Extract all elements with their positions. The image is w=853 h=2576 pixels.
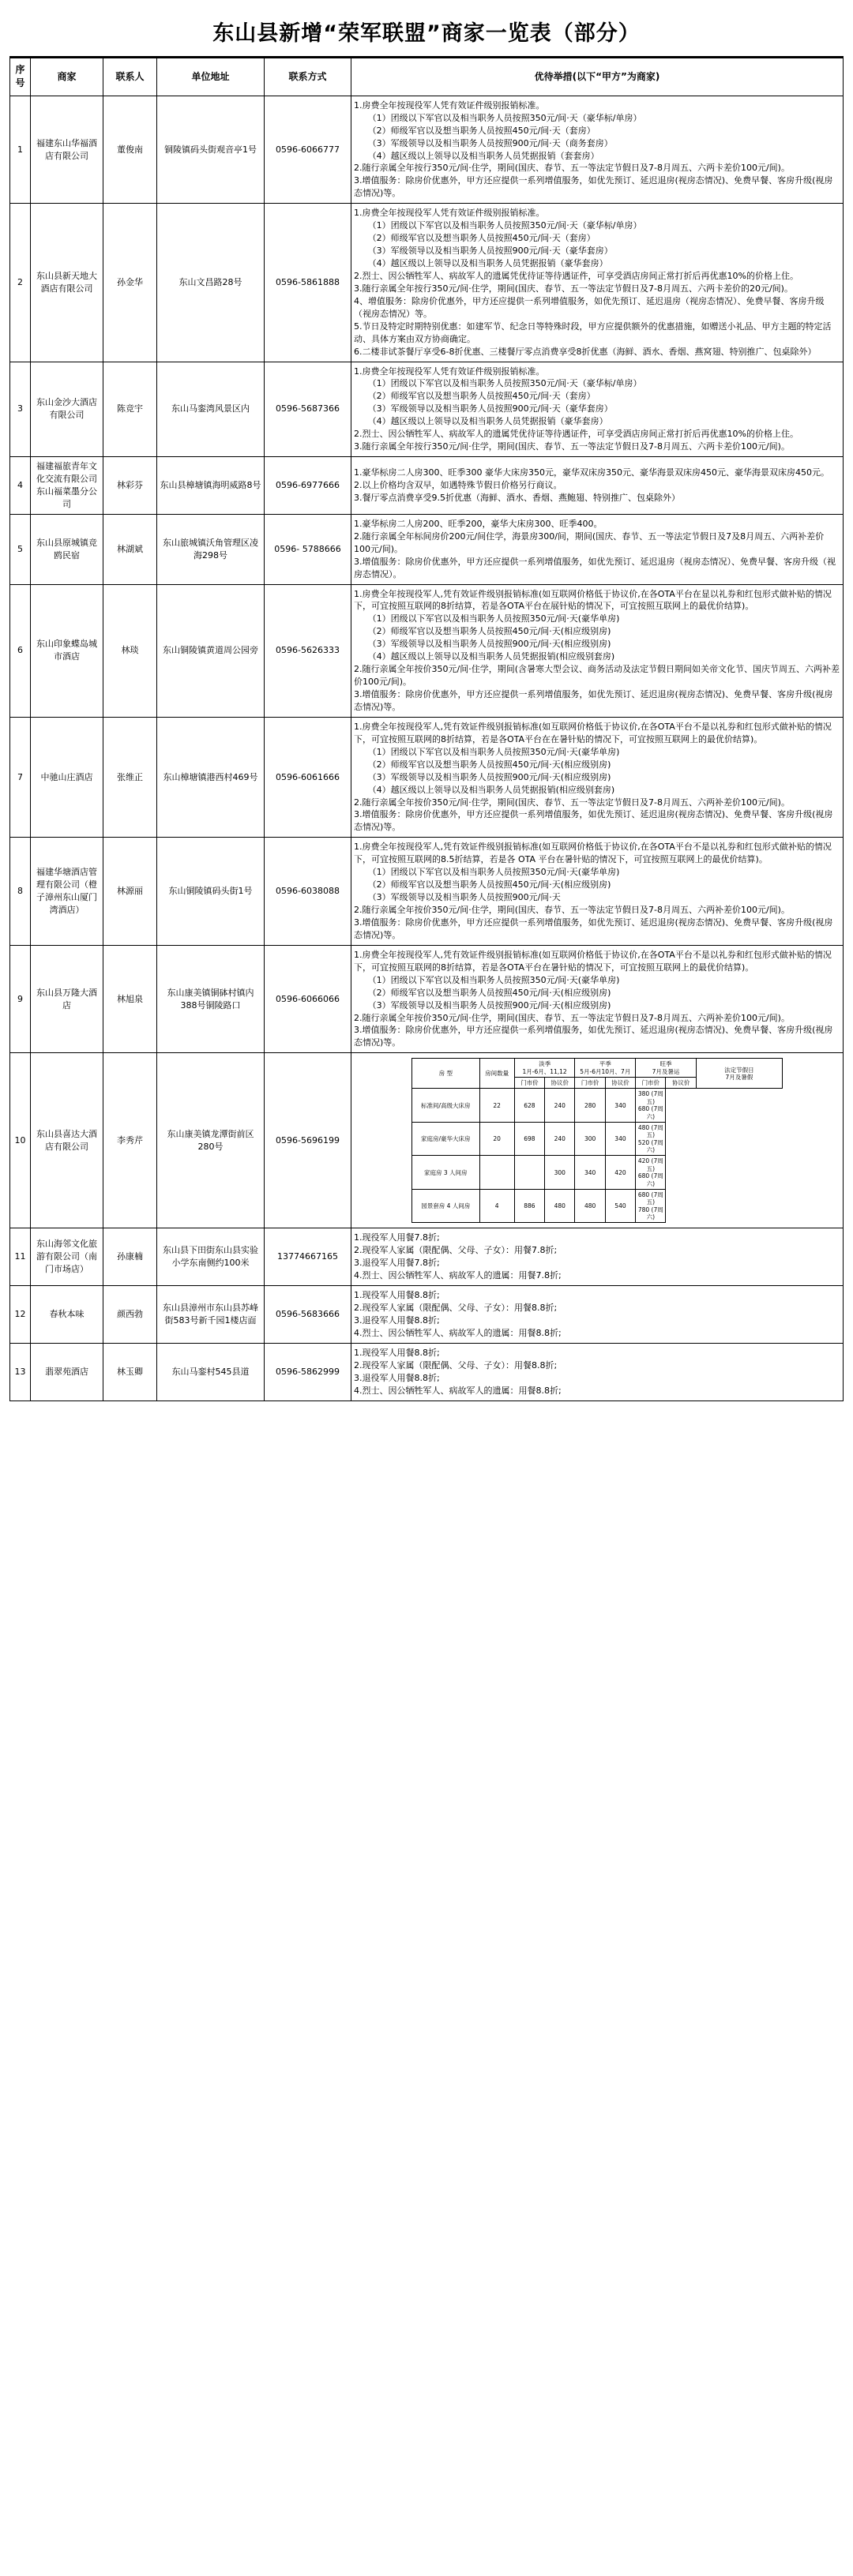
policy-line: 2.随行亲属全年按价350元/间·住学，期间(国庆、春节、五一等法定节假日及7-8月周五、六两补差价100元/间)。	[354, 1012, 790, 1023]
cell-contact: 孙康楠	[103, 1228, 157, 1286]
cell-idx: 7	[10, 717, 31, 837]
policy-line: （2）师级军官以及想当职务人员按照450元/间·天（套房）	[367, 125, 596, 136]
price-cell: 698	[514, 1122, 544, 1156]
policy-line: （2）师级军官以及想当职务人员按照450元/间·天(相应级别房)	[367, 626, 611, 637]
policy-line: 3.增值服务：除房价优惠外，甲方还应提供一系列增值服务，如优先预订、延迟退房(视房态情况)、免费早餐、客房升级(视房态情况)等。	[354, 1025, 833, 1048]
cell-policy	[351, 514, 844, 584]
price-cell: 628	[514, 1089, 544, 1123]
policy-line: （4）越区级以上领导以及相当职务人员凭据报销（豪华套房）	[367, 258, 608, 269]
policy-line: （1）团级以下军官以及相当职务人员按照350元/间·天（豪华标/单房）	[367, 220, 642, 231]
policy-line: 1.房费全年按现役军人,凭有效证件级别报销标准(如互联网价格低于协议价,在各OTA平台不是以礼券和红包形式做补贴的情况下，可宜按照互联网的8折结算，若是各OTA平台在在暑针贴的情况下，可宜按照互联网上的最优价结算)。	[354, 721, 832, 744]
price-cell: 园景套房 4 人间房	[412, 1189, 480, 1223]
cell-policy	[351, 362, 844, 457]
policy-line: （1）团级以下军官以及相当职务人员按照350元/间·天（豪华标/单房）	[367, 378, 642, 389]
policy-line: （3）军级领导以及相当职务人员按照900元/间·天	[367, 892, 561, 903]
cell-policy	[351, 457, 844, 515]
cell-idx: 3	[10, 362, 31, 457]
policy-line: 1.豪华标房二人房300、旺季300 豪华大床房350元，豪华双床房350元、豪华海景双床房450元、豪华海景双床房450元。	[354, 467, 829, 478]
cell-tel: 0596-5683666	[265, 1286, 351, 1344]
cell-merchant: 东山印象蝶岛城市酒店	[31, 584, 103, 717]
price-cell: 380 (7周五) 680 (7周六)	[636, 1089, 666, 1123]
cell-tel: 0596-6977666	[265, 457, 351, 515]
policy-line: 4.烈士、因公牺牲军人、病故军人的遗属：用餐8.8折;	[354, 1385, 562, 1396]
price-cell: 340	[605, 1122, 635, 1156]
price-cell: 标准间/高级大床房	[412, 1089, 480, 1123]
cell-merchant: 翡翠苑酒店	[31, 1343, 103, 1400]
price-subheader-cell: 门市价	[575, 1078, 605, 1089]
cell-contact: 孙金华	[103, 204, 157, 362]
cell-address: 东山铜陵镇码头街1号	[157, 838, 265, 946]
price-cell: 420 (7周五) 680 (7周六)	[636, 1156, 666, 1190]
price-subheader-cell: 门市价	[514, 1078, 544, 1089]
cell-address: 东山康美镇龙潭街前区280号	[157, 1053, 265, 1228]
policy-line: 2.现役军人家属（限配偶、父母、子女）：用餐8.8折;	[354, 1359, 558, 1370]
table-header-row	[10, 58, 844, 96]
policy-line: （4）越区级以上领导以及相当职务人员凭据报销（豪华套房）	[367, 416, 608, 427]
table-row	[10, 204, 844, 362]
price-row	[412, 1156, 783, 1190]
policy-line: 1.房费全年按现役军人凭有效证件级别报销标准。	[354, 99, 545, 111]
cell-tel: 0596-6066777	[265, 96, 351, 204]
cell-tel: 0596-5626333	[265, 584, 351, 717]
cell-tel: 0596-5687366	[265, 362, 351, 457]
policy-line: 1.房费全年按现役军人,凭有效证件级别报销标准(如互联网价格低于协议价,在各OTA平台不是以礼券和红包形式做补贴的情况下，可宜按照互联网的8.5折结算，若是各 OTA 平台在暑针贴的情况下，可宜按照互联网上的最优价结算)。	[354, 842, 832, 865]
policy-line: （2）师级军官以及想当职务人员按照450元/间·天（套房）	[367, 391, 596, 402]
policy-line: 2.随行亲属全年按价350元/间·住学，期间(含暑寒大型会议、商务活动及法定节假日期间如关帝文化节、国庆节周五、六两补差价100元/间)。	[354, 664, 840, 688]
cell-idx: 13	[10, 1343, 31, 1400]
cell-contact: 林湖斌	[103, 514, 157, 584]
policy-line: （3）军级领导以及相当职务人员按照900元/间·天(相应级别房)	[367, 639, 611, 650]
policy-line: 4.烈士、因公牺牲军人、病故军人的遗属：用餐8.8折;	[354, 1328, 562, 1339]
price-header-cell: 淡季 1月-6月、11,12	[514, 1059, 575, 1078]
policy-line: 3.增值服务：除房价优惠外，甲方还应提供一系列增值服务，如优先预订、延迟退房(视房态情况)、免费早餐、客房升级(视房态情况)等。	[354, 917, 833, 940]
policy-line: （4）越区级以上领导以及相当职务人员凭据报销(相应级别套房)	[367, 651, 615, 662]
table-row	[10, 514, 844, 584]
policy-line: （4）越区级以上领导以及相当职务人员凭据报销（套套房）	[367, 150, 599, 161]
cell-tel: 0596-5696199	[265, 1053, 351, 1228]
column-header-tel: 联系方式	[265, 58, 351, 96]
cell-tel: 0596-6061666	[265, 717, 351, 837]
cell-address: 东山文昌路28号	[157, 204, 265, 362]
column-header-address: 单位地址	[157, 58, 265, 96]
policy-line: （1）团级以下军官以及相当职务人员按照350元/间·天(豪华单房)	[367, 867, 620, 878]
cell-address: 东山县下田街东山县实验小学东南侧约100米	[157, 1228, 265, 1286]
cell-policy	[351, 838, 844, 946]
cell-contact: 李秀芹	[103, 1053, 157, 1228]
policy-line: 2.随行亲属全年按价350元/间·住学，期间(国庆、春节、五一等法定节假日及7-8月周五、六两补差价100元/间)。	[354, 905, 790, 916]
cell-policy	[351, 96, 844, 204]
price-cell: 886	[514, 1189, 544, 1223]
policy-line: 3.增值服务：除房价优惠外，甲方还应提供一系列增值服务，如优先预订、延迟退房(视房态情况)、免费早餐、客房升级(视房态情况)等。	[354, 689, 833, 712]
policy-line: （3）军级领导以及相当职务人员按照900元/间·天(相应级别房)	[367, 771, 611, 782]
policy-line: 2.随行亲属全年按价350元/间·住学，期间(国庆、春节、五一等法定节假日及7-8月周五、六两补差价100元/间)。	[354, 797, 790, 808]
price-table	[411, 1058, 783, 1223]
cell-tel: 0596-6066066	[265, 945, 351, 1053]
policy-line: 1.现役军人用餐8.8折;	[354, 1347, 440, 1358]
cell-merchant: 东山县喜达大酒店有限公司	[31, 1053, 103, 1228]
policy-line: 2.现役军人家属（限配偶、父母、子女）：用餐7.8折;	[354, 1245, 558, 1256]
cell-idx: 12	[10, 1286, 31, 1344]
price-cell: 4	[479, 1189, 514, 1223]
price-header-row-1	[412, 1059, 783, 1078]
cell-policy	[351, 1228, 844, 1286]
policy-line: 3.增值服务：除房价优惠外，甲方还应提供一系列增值服务，如优先预订、延迟退房(视房态情况)、免费早餐、客房升级(视房态情况)等。	[354, 809, 833, 833]
cell-idx: 8	[10, 838, 31, 946]
cell-tel: 13774667165	[265, 1228, 351, 1286]
table-row	[10, 96, 844, 204]
cell-merchant: 福建东山华福酒店有限公司	[31, 96, 103, 204]
policy-line: 4、增值服务：除房价优惠外，甲方还应提供一系列增值服务，如优先预订、延迟退房（视房态情况）、免费早餐、客房升级（视房态情况）等。	[354, 295, 825, 319]
cell-idx: 11	[10, 1228, 31, 1286]
price-header-cell: 旺季 7月及暑运	[636, 1059, 697, 1078]
price-row	[412, 1122, 783, 1156]
price-header-cell: 房 型	[412, 1059, 480, 1089]
price-cell: 480 (7周五) 520 (7周六)	[636, 1122, 666, 1156]
price-header-cell: 法定节假日 7月及暑假	[696, 1059, 782, 1089]
cell-idx: 6	[10, 584, 31, 717]
policy-line: 2.以上价格均含双早，如遇特殊节假日价格另行商议。	[354, 480, 562, 490]
cell-tel: 0596- 5788666	[265, 514, 351, 584]
price-subheader-cell: 协议价	[545, 1078, 575, 1089]
price-row	[412, 1189, 783, 1223]
policy-line: 1.豪华标房二人房200、旺季200，豪华大床房300、旺季400。	[354, 518, 603, 529]
policy-line: （1）团级以下军官以及相当职务人员按照350元/间·天(豪华单房)	[367, 974, 620, 985]
table-row	[10, 584, 844, 717]
cell-merchant: 中驰山庄酒店	[31, 717, 103, 837]
price-cell: 20	[479, 1122, 514, 1156]
policy-line: 2.现役军人家属（限配偶、父母、子女）：用餐8.8折;	[354, 1303, 558, 1314]
cell-address: 东山康美镇铜砵村镇内388号铜陵路口	[157, 945, 265, 1053]
cell-idx: 4	[10, 457, 31, 515]
policy-line: 4.烈士、因公牺牲军人、病故军人的遗属：用餐7.8折;	[354, 1270, 562, 1281]
cell-merchant: 福建福旅青年文化交流有限公司东山福菜墨分公司	[31, 457, 103, 515]
table-row	[10, 945, 844, 1053]
policy-line: 1.房费全年按现役军人,凭有效证件级别报销标准(如互联网价格低于协议价,在各OTA平台在显以礼券和红包形式做补贴的情况下，可宜按照互联网的8折结算，若是各OTA平台在展针贴的情况下，可宜按照互联网上的最优价结算)。	[354, 588, 832, 612]
policy-line: 2.随行亲属全年按行350元/间·住学，期间(国庆、春节、五一等法定节假日及7-8月周五、六两卡差价100元/间)。	[354, 163, 790, 174]
cell-idx: 2	[10, 204, 31, 362]
cell-contact: 颜西勃	[103, 1286, 157, 1344]
cell-contact: 林琰	[103, 584, 157, 717]
page-title: 东山县新增“荣军联盟”商家一览表（部分）	[9, 8, 844, 58]
cell-contact: 董俊南	[103, 96, 157, 204]
price-cell: 280	[575, 1089, 605, 1123]
policy-line: 3.餐厅零点消费享受9.5折优惠（海鲜、酒水、香烟、燕鲍翅、特别推广、包桌除外）	[354, 492, 680, 503]
price-cell: 480	[545, 1189, 575, 1223]
policy-line: 1.房费全年按现役军人凭有效证件级别报销标准。	[354, 208, 545, 219]
cell-merchant: 东山县新天地大酒店有限公司	[31, 204, 103, 362]
policy-line: 3.退役军人用餐8.8折;	[354, 1315, 440, 1326]
cell-merchant: 东山海邻文化旅游有限公司（南门市场店）	[31, 1228, 103, 1286]
table-row	[10, 362, 844, 457]
price-subheader-cell: 协议价	[666, 1078, 696, 1089]
cell-merchant: 春秋本味	[31, 1286, 103, 1344]
policy-line: （2）师级军官以及想当职务人员按照450元/间·天(相应级别房)	[367, 987, 611, 998]
cell-idx: 1	[10, 96, 31, 204]
price-cell: 420	[605, 1156, 635, 1190]
price-cell: 300	[575, 1122, 605, 1156]
cell-idx: 5	[10, 514, 31, 584]
column-header-contact: 联系人	[103, 58, 157, 96]
cell-contact: 林彩芬	[103, 457, 157, 515]
policy-line: （3）军级领导以及相当职务人员按照900元/间·天（商务套房）	[367, 137, 613, 148]
policy-line: 1.现役军人用餐8.8折;	[354, 1290, 440, 1301]
price-row	[412, 1089, 783, 1123]
cell-policy	[351, 1053, 844, 1228]
cell-address: 东山铜陵镇黄道周公园旁	[157, 584, 265, 717]
cell-contact: 林玉卿	[103, 1343, 157, 1400]
policy-line: 3.增值服务：除房价优惠外，甲方还应提供一系列增值服务，如优先预订、延迟退房(视房态情况)、免费早餐、客房升级(视房态情况)等。	[354, 175, 833, 199]
cell-address: 铜陵镇码头街观音亭1号	[157, 96, 265, 204]
column-header-merchant: 商家	[31, 58, 103, 96]
policy-line: （4）越区级以上领导以及相当职务人员凭据报销(相应级别套房)	[367, 784, 615, 795]
cell-contact: 张维正	[103, 717, 157, 837]
table-row	[10, 1343, 844, 1400]
policy-line: 1.现役军人用餐7.8折;	[354, 1232, 440, 1243]
price-subheader-cell: 协议价	[605, 1078, 635, 1089]
price-cell: 340	[575, 1156, 605, 1190]
price-cell: 家庭房/豪华大床房	[412, 1122, 480, 1156]
price-cell: 家庭房 3 人间房	[412, 1156, 480, 1190]
price-cell: 240	[545, 1122, 575, 1156]
table-header	[10, 58, 844, 96]
policy-line: 3.退役军人用餐7.8折;	[354, 1258, 440, 1269]
cell-contact: 陈竞宇	[103, 362, 157, 457]
price-cell: 22	[479, 1089, 514, 1123]
policy-line: （1）团级以下军官以及相当职务人员按照350元/间·天(豪华单房)	[367, 613, 620, 624]
policy-line: （3）军级领导以及相当职务人员按照900元/间·天（豪华套房）	[367, 403, 613, 414]
cell-policy	[351, 204, 844, 362]
policy-line: （2）师级军官以及想当职务人员按照450元/间·天（套房）	[367, 233, 596, 244]
policy-line: 1.房费全年按现役军人,凭有效证件级别报销标准(如互联网价格低于协议价,在各OTA平台不是以礼券和红包形式做补贴的情况下，可宜按照互联网的8折结算，若是各OTA平台在暑针贴的情况下，可宜按照互联网上的最优价结算)。	[354, 949, 832, 973]
table-row	[10, 717, 844, 837]
policy-line: （1）团级以下军官以及相当职务人员按照350元/间·天（豪华标/单房）	[367, 112, 642, 123]
policy-line: 2.随行亲属全年标间房价200元/间住学，海景房300/间，期间(国庆、春节、五一等法定节假日及7及8月周五、六两补差价100元/间)。	[354, 531, 825, 554]
cell-merchant: 东山金沙大酒店有限公司	[31, 362, 103, 457]
policy-line: 3.随行亲属全年按行350元/间·住学，期间(国庆、春节、五一等法定节假日及7-8月周五、六两卡差价的20元/间)。	[354, 283, 793, 294]
cell-contact: 林源丽	[103, 838, 157, 946]
policy-line: 6.二楼非试茶餐厅享受6-8折优惠、三楼餐厅零点消费享受8折优惠（海鲜、酒水、香烟、燕窝翅、特别推广、包桌除外）	[354, 346, 817, 357]
cell-tel: 0596-5861888	[265, 204, 351, 362]
merchant-table	[9, 58, 844, 1401]
price-cell: 300	[545, 1156, 575, 1190]
price-header-cell: 平季 5月-6月10月、7月	[575, 1059, 636, 1078]
table-row	[10, 457, 844, 515]
table-row	[10, 1053, 844, 1228]
cell-tel: 0596-5862999	[265, 1343, 351, 1400]
cell-address: 东山旅城镇沃角管理区凌海298号	[157, 514, 265, 584]
policy-line: （3）军级领导以及相当职务人员按照900元/间·天（豪华套房）	[367, 246, 613, 257]
column-header-index: 序号	[10, 58, 31, 96]
cell-address: 东山县漳州市东山县苏峰街583号新千园1楼店面	[157, 1286, 265, 1344]
policy-line: （3）军级领导以及相当职务人员按照900元/间·天(相应级别房)	[367, 999, 611, 1011]
cell-address: 东山马銮湾风景区内	[157, 362, 265, 457]
price-cell: 480	[575, 1189, 605, 1223]
cell-address: 东山县樟塘镇海明威路8号	[157, 457, 265, 515]
price-cell: 340	[605, 1089, 635, 1123]
cell-merchant: 东山县万隆大酒店	[31, 945, 103, 1053]
price-subheader-cell: 门市价	[636, 1078, 666, 1089]
cell-merchant: 福建华塘酒店管理有限公司（橙子漳州东山厦门湾酒店）	[31, 838, 103, 946]
price-cell: 540	[605, 1189, 635, 1223]
policy-line: 3.随行亲属全年按行350元/间·住学，期间(国庆、春节、五一等法定节假日及7-8月周五、六两卡差价100元/间)。	[354, 441, 790, 452]
policy-line: 2.烈士、因公牺牲军人、病故军人的遗属凭优待证等待遇证件，可享受酒店房间正常打折后再优惠10%的价格上住。	[354, 270, 799, 281]
cell-address: 东山马銮村545县道	[157, 1343, 265, 1400]
price-cell	[514, 1156, 544, 1190]
policy-line: 1.房费全年按现役军人凭有效证件级别报销标准。	[354, 366, 545, 377]
price-cell: 240	[545, 1089, 575, 1123]
price-header-cell: 房间数量	[479, 1059, 514, 1089]
cell-policy	[351, 1286, 844, 1344]
policy-line: 2.烈士、因公牺牲军人、病故军人的遗属凭优待证等待遇证件，可享受酒店房间正常打折后再优惠10%的价格上住。	[354, 429, 799, 440]
policy-line: 5.节日及特定时期特别优惠：如建军节、纪念日等特殊时段，甲方应提供额外的优惠措施，如赠送小礼品、甲方主题的特定活动、具体方案由双方协商确定。	[354, 321, 832, 344]
policy-line: 3.增值服务：除房价优惠外，甲方还应提供一系列增值服务，如优先预订、延迟退房（视房态情况）、免费早餐、客房升级（视房态情况）。	[354, 556, 836, 579]
price-cell: 680 (7周五) 780 (7周六)	[636, 1189, 666, 1223]
cell-policy	[351, 584, 844, 717]
table-body	[10, 96, 844, 1400]
cell-idx: 10	[10, 1053, 31, 1228]
table-row	[10, 838, 844, 946]
cell-policy	[351, 945, 844, 1053]
cell-policy	[351, 717, 844, 837]
cell-tel: 0596-6038088	[265, 838, 351, 946]
policy-line: 3.退役军人用餐8.8折;	[354, 1372, 440, 1383]
price-cell	[479, 1156, 514, 1190]
cell-policy	[351, 1343, 844, 1400]
policy-line: （1）团级以下军官以及相当职务人员按照350元/间·天(豪华单房)	[367, 746, 620, 757]
table-row	[10, 1228, 844, 1286]
cell-address: 东山樟塘镇港西村469号	[157, 717, 265, 837]
cell-merchant: 东山县原城镇竞鸥民宿	[31, 514, 103, 584]
cell-idx: 9	[10, 945, 31, 1053]
column-header-policy: 优待举措(以下“甲方”为商家)	[351, 58, 844, 96]
table-row	[10, 1286, 844, 1344]
policy-line: （2）师级军官以及想当职务人员按照450元/间·天(相应级别房)	[367, 759, 611, 770]
policy-line: （2）师级军官以及想当职务人员按照450元/间·天(相应级别房)	[367, 879, 611, 891]
cell-contact: 林旭泉	[103, 945, 157, 1053]
